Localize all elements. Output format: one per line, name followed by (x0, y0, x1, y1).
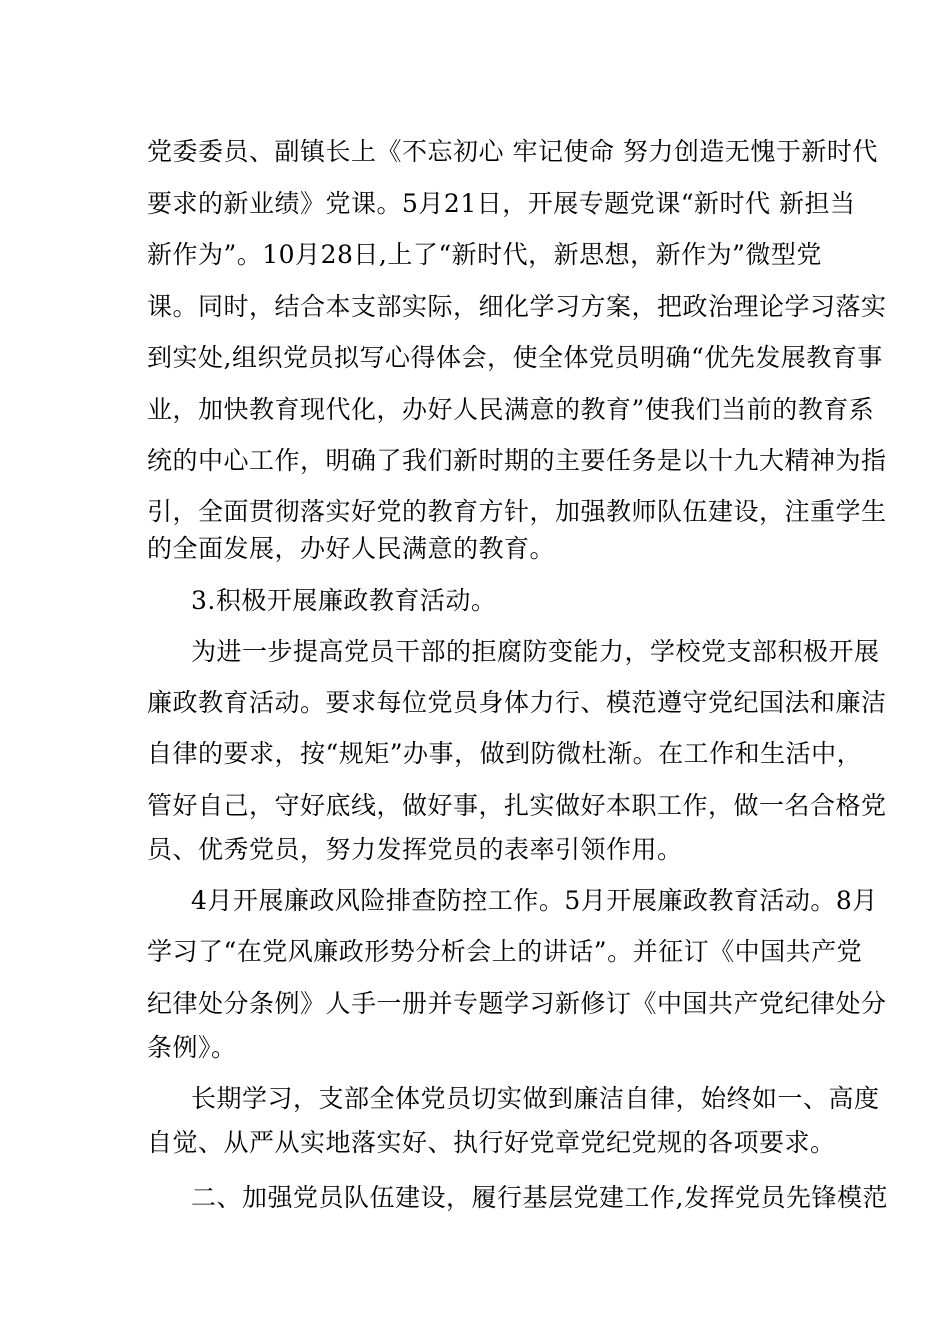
text-line: 自律的要求，按“规矩”办事，做到防微杜渐。在工作和生活中， (147, 739, 863, 768)
text-line: 到实处,组织党员拟写心得体会，使全体党员明确“优先发展教育事 (147, 343, 883, 372)
text-line: 为进一步提高党员干部的拒腐防变能力，学校党支部积极开展 (191, 637, 880, 666)
text-line: 廉政教育活动。要求每位党员身体力行、模范遵守党纪国法和廉洁 (147, 688, 887, 717)
text-line: 纪律处分条例》人手一册并专题学习新修订《中国共产党纪律处分 (147, 989, 887, 1018)
section-heading: 3.积极开展廉政教育活动。 (191, 586, 497, 615)
text-line: 管好自己，守好底线，做好事，扎实做好本职工作，做一名合格党 (147, 791, 887, 820)
text-line: 学习了“在党风廉政形势分析会上的讲话”。并征订《中国共产党 (147, 937, 863, 966)
text-line: 新作为”。10月28日,上了“新时代，新思想，新作为”微型党 (147, 240, 822, 269)
text-line: 统的中心工作，明确了我们新时期的主要任务是以十九大精神为指 (147, 446, 887, 475)
text-line: 党委委员、副镇长上《不忘初心 牢记使命 努力创造无愧于新时代 (147, 137, 878, 166)
text-line: 课。同时，结合本支部实际，细化学习方案，把政治理论学习落实 (147, 292, 887, 321)
text-line: 4月开展廉政风险排查防控工作。5月开展廉政教育活动。8月 (191, 886, 878, 915)
text-line: 引，全面贯彻落实好党的教育方针，加强教师队伍建设，注重学生 (147, 497, 887, 526)
text-line: 条例》。 (147, 1033, 237, 1062)
text-line: 的全面发展，办好人民满意的教育。 (147, 534, 556, 563)
text-line: 业，加快教育现代化，办好人民满意的教育”使我们当前的教育系 (147, 395, 875, 424)
section-heading: 二、加强党员队伍建设，履行基层党建工作,发挥党员先锋模范 (191, 1183, 888, 1212)
text-line: 要求的新业绩》党课。5月21日，开展专题党课“新时代 新担当 (147, 189, 856, 218)
text-line: 长期学习，支部全体党员切实做到廉洁自律，始终如一、高度 (191, 1084, 880, 1113)
text-line: 自觉、从严从实地落实好、执行好党章党纪党规的各项要求。 (147, 1128, 836, 1157)
text-line: 员、优秀党员，努力发挥党员的表率引领作用。 (147, 835, 683, 864)
